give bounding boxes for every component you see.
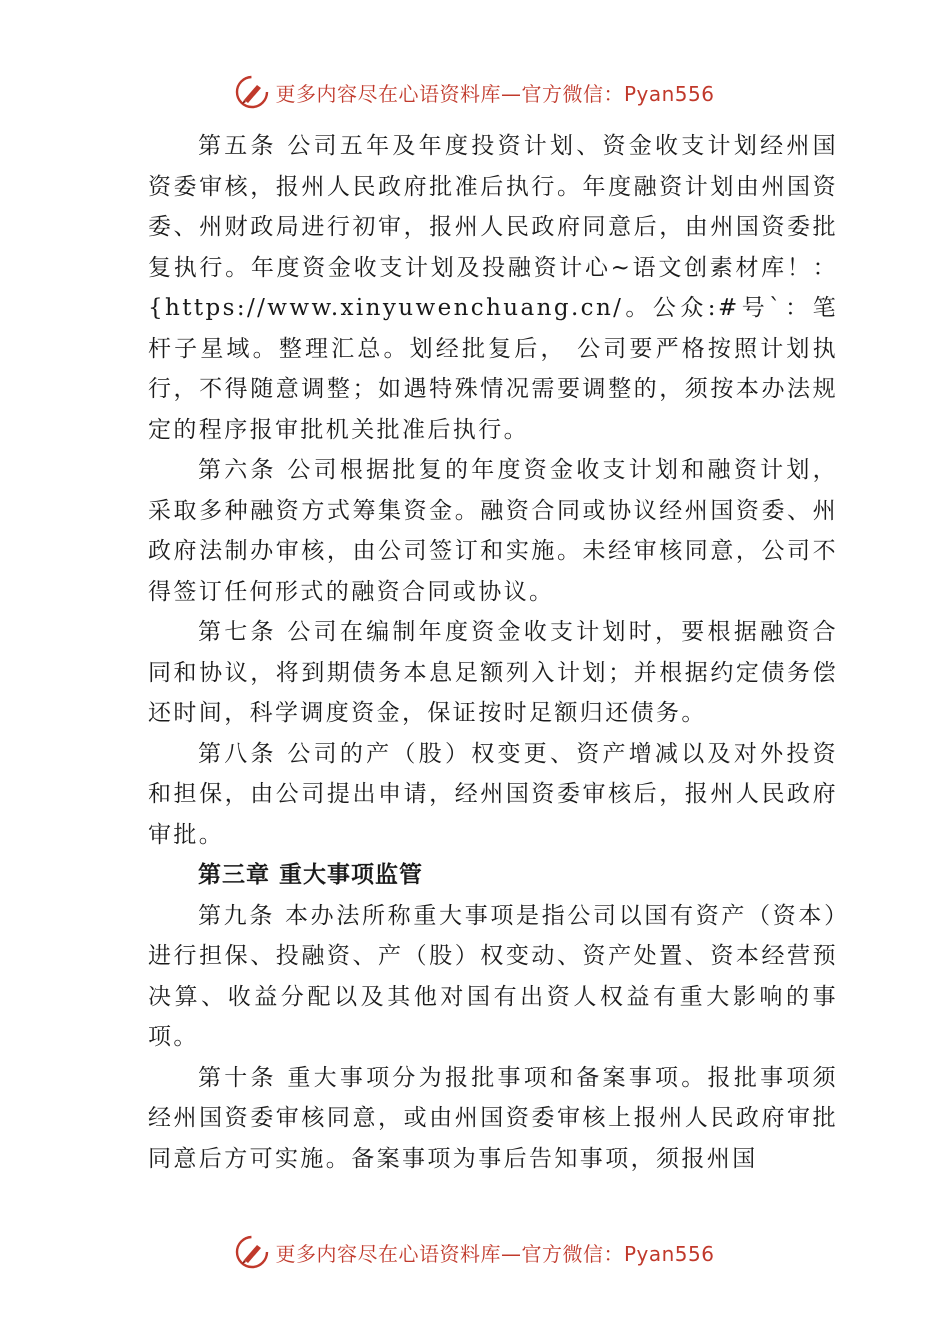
pen-nib-logo-icon: [235, 75, 269, 109]
article-lead: 第九条: [198, 902, 276, 929]
article-5: [148, 126, 838, 450]
article-lead: 第十条: [198, 1064, 277, 1091]
article-body: 公司在编制年度资金收支计划时，要根据融资合同和协议，将到期债务本息足额列入计划；并根据约定债务偿还时间，科学调度资金，保证按时足额归还债务。: [148, 619, 839, 726]
article-7: [148, 612, 838, 734]
banner-text: 更多内容尽在心语资料库—官方微信：Pyan556: [275, 81, 715, 106]
banner-text: 更多内容尽在心语资料库—官方微信：Pyan556: [275, 1241, 715, 1266]
article-body: 公司五年及年度投资计划、资金收支计划经州国资委审核，报州人民政府批准后执行。年度融资计划由州国资委、州财政局进行初审，报州人民政府同意后，由州国资委批复执行。年度资金收支计划及投融资计心~语文创素材库！：{https://www.xinyuwenchuang.cn/。公众:#号`：笔杆子星域。整理汇总。划经批复后， 公司要严格按照计划执行，不得随意调整；如遇特殊情况需要调整的，须按本办法规定的程序报审批机关批准后执行。: [148, 133, 839, 443]
article-body: 重大事项分为报批事项和备案事项。报批事项须经州国资委审核同意，或由州国资委审核上报州人民政府审批同意后方可实施。备案事项为事后告知事项，须报州国: [148, 1064, 839, 1172]
article-body: 本办法所称重大事项是指公司以国有资产（资本）进行担保、投融资、产（股）权变动、资产处置、资本经营预决算、收益分配以及其他对国有出资人权益有重大影响的事项。: [148, 902, 838, 1050]
header-banner: [0, 72, 950, 112]
document-body: [148, 126, 838, 1179]
pen-nib-logo-icon: [235, 1235, 269, 1269]
article-lead: 第八条: [198, 740, 277, 767]
article-lead: 第七条: [198, 619, 277, 645]
article-lead: 第六条: [198, 457, 277, 483]
article-6: [148, 450, 838, 612]
article-body: 公司根据批复的年度资金收支计划和融资计划，采取多种融资方式筹集资金。融资合同或协议经州国资委、州政府法制办审核，由公司签订和实施。未经审核同意，公司不得签订任何形式的融资合同或协议。: [148, 457, 839, 605]
chapter-heading: 第三章 重大事项监管: [198, 862, 424, 888]
article-10: [148, 1058, 838, 1180]
article-9: [148, 896, 838, 1058]
article-lead: 第五条: [198, 133, 277, 159]
article-8: [148, 734, 838, 856]
footer-banner: [0, 1232, 950, 1272]
article-body: 公司的产（股）权变更、资产增减以及对外投资和担保，由公司提出申请，经州国资委审核后，报州人民政府审批。: [148, 740, 839, 848]
